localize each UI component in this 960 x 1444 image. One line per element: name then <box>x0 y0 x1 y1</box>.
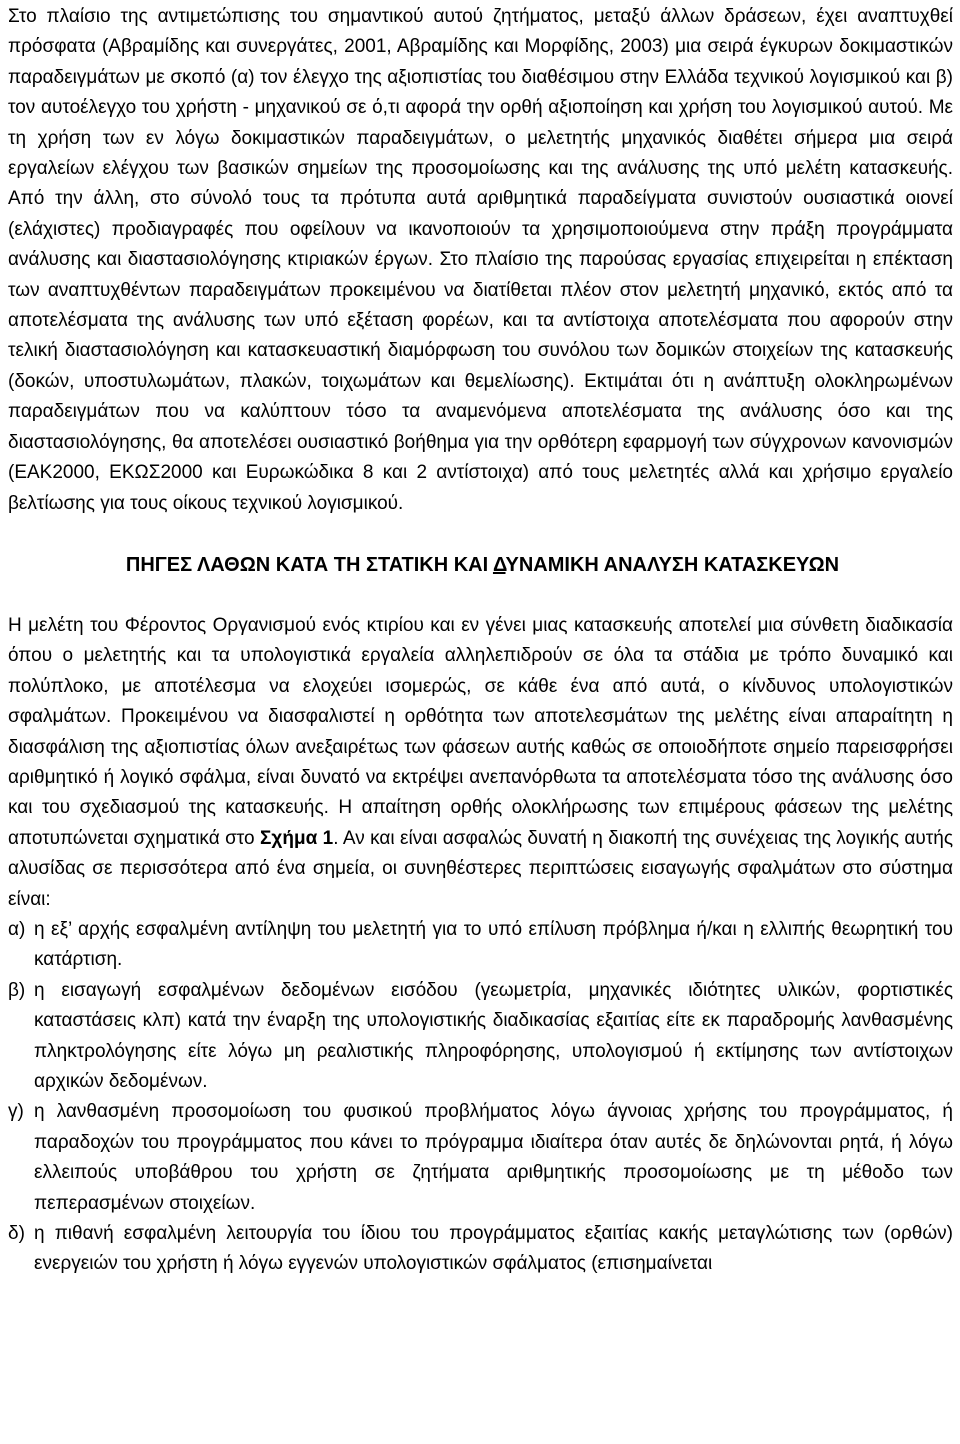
list-item <box>8 976 953 1098</box>
intro-paragraph: Στο πλαίσιο της αντιμετώπισης του σημαντικού αυτού ζητήματος, μεταξύ άλλων δράσεων, έχει αναπτυχθεί πρόσφατα (Αβραμίδης και συνεργάτες, 2001, Αβραμίδης και Μορφίδης, 2003) μια σειρά έγκυρων δοκιμαστικών παραδειγμάτων με σκοπό (α) τον έλεγχο της αξιοπιστίας του διαθέσιμου στην Ελλάδα τεχνικού λογισμικού και β) τον αυτοέλεγχο του χρήστη - μηχανικού σε ό,τι αφορά την ορθή αξιοποίηση και χρήση του λογισμικού αυτού. Με τη χρήση των εν λόγω δοκιμαστικών παραδειγμάτων, ο μελετητής μηχανικός διαθέτει σήμερα μια σειρά εργαλείων ελέγχου των βασικών σημείων της προσομοίωσης και της ανάλυσης της υπό μελέτη κατασκευής. Από την άλλη, στο σύνολό τους τα πρότυπα αυτά αριθμητικά παραδείγματα συνιστούν ουσιαστικά οιονεί (ελάχιστες) προδιαγραφές που οφείλουν να ικανοποιούν τα χρησιμοποιούμενα στην πράξη προγράμματα ανάλυσης και διαστασιολόγησης κτιριακών έργων. Στο πλαίσιο της παρούσας εργασίας επιχειρείται η επέκταση των αναπτυχθέντων παραδειγμάτων προκειμένου να διατίθεται πλέον στον μελετητή μηχανικό, εκτός από τα αποτελέσματα της ανάλυσης των υπό εξέταση φορέων, και τα αντίστοιχα αποτελέσματα που αφορούν στην τελική διαστασιολόγηση και κατασκευαστική διαμόρφωση του συνόλου των δομικών στοιχείων της κατασκευής (δοκών, υποστυλωμάτων, πλακών, τοιχωμάτων και θεμελίωσης). Εκτιμάται ότι η ανάπτυξη ολοκληρωμένων παραδειγμάτων που να καλύπτουν τόσο τα αναμενόμενα αποτελέσματα της ανάλυσης όσο και της διαστασιολόγησης, θα αποτελέσει ουσιαστικό βοήθημα για την ορθότερη εφαρμογή των σύγχρονων κανονισμών (ΕΑΚ2000, ΕΚΩΣ2000 και Ευρωκώδικα 8 και 2 αντίστοιχα) από τους μελετητές αλλά και χρήσιμο εργαλείο βελτίωσης για τους οίκους τεχνικού λογισμικού. <box>8 6 953 514</box>
error-sources-list <box>8 915 953 1280</box>
heading-text-start: ΠΗΓΕΣ ΛΑΘΩΝ ΚΑΤΑ ΤΗ ΣΤΑΤΙΚΗ ΚΑΙ <box>125 553 493 576</box>
heading-text-end: ΥΝΑΜΙΚΗ ΑΝΑΛΥΣΗ ΚΑΤΑΣΚΕΥΩΝ <box>505 553 840 576</box>
list-item-text: η λανθασμένη προσομοίωση του φυσικού προβλήματος λόγω άγνοιας χρήσης του προγράμματος, ή παραδοχών του προγράμματος που κάνει το πρόγραμμα ιδιαίτερα όταν αυτές δε δηλώνονται ρητά, ή λόγω ελλειπούς υποβάθρου του χρήστη σε ζητήματα αριθμητικής προσομοίωσης με τη μέθοδο των πεπερασμένων στοιχείων. <box>34 1101 953 1214</box>
document-page <box>8 2 953 1280</box>
list-marker: β) <box>8 979 26 1001</box>
list-marker: γ) <box>8 1101 24 1123</box>
list-item <box>8 1219 953 1280</box>
body-paragraph <box>8 611 953 915</box>
list-item-text: η πιθανή εσφαλμένη λειτουργία του ίδιου του προγράμματος εξαιτίας κακής μεταγλώτισης των (ορθών) ενεργειών του χρήστη ή λόγω εγγενών υπολογιστικών σφάλματος (επισημαίνεται <box>34 1223 953 1275</box>
body-paragraph-text-end: . Αν και είναι ασφαλώς δυνατή η διακοπή της συνέχειας της λογικής αυτής αλυσίδας σε περισσότερα από ένα σημεία, οι συνηθέστερες περιπτώσεις εισαγωγής σφαλμάτων στο σύστημα είναι: <box>8 827 953 910</box>
body-paragraph-text: Η μελέτη του Φέροντος Οργανισμού ενός κτιρίου και εν γένει μιας κατασκευής αποτελεί μια σύνθετη διαδικασία όπου ο μελετητής και τα υπολογιστικά εργαλεία αλληλεπιδρούν σε όλα τα στάδια με τρόπο δυναμικό και πολύπλοκο, με αποτέλεσμα να ελοχεύει ισομερώς, σε κάθε ένα από αυτά, ο κίνδυνος υπολογιστικών σφαλμάτων. Προκειμένου να διασφαλιστεί η ορθότητα των αποτελεσμάτων της μελέτης είναι απαραίτητη η διασφάλιση της αξιοπιστίας όλων ανεξαιρέτως των φάσεων αυτής καθώς σε οποιοδήποτε σημείο παρεισφρήσει αριθμητικό ή λογικό σφάλμα, είναι δυνατό να εκτρέψει ανεπανόρθωτα τα αποτελέσματα τόσο της ανάλυσης όσο και του σχεδιασμού της κατασκευής. Η απαίτηση ορθής ολοκλήρωσης των επιμέρους φάσεων της μελέτης αποτυπώνεται σχηματικά στο <box>8 614 953 849</box>
section-heading <box>8 550 953 580</box>
heading-underlined-letter: Δ <box>492 553 506 576</box>
list-item-text: η εξ’ αρχής εσφαλμένη αντίληψη του μελετητή για το υπό επίλυση πρόβλημα ή/και η ελλιπής θεωρητική του κατάρτιση. <box>34 918 953 971</box>
list-marker: α) <box>8 918 26 940</box>
figure-reference: Σχήμα 1 <box>260 827 334 849</box>
list-item <box>8 1097 953 1219</box>
list-item-text: η εισαγωγή εσφαλμένων δεδομένων εισόδου (γεωμετρία, μηχανικές ιδιότητες υλικών, φορτιστικές καταστάσεις κλπ) κατά την έναρξη της υπολογιστικής διαδικασίας εξαιτίας είτε εκ παραδρομής λανθασμένης πληκτρολόγησης είτε λόγω μη ρεαλιστικής πληροφόρησης, υπολογισμού ή εκτίμησης των αντίστοιχων αρχικών δεδομένων. <box>34 979 953 1092</box>
list-marker: δ) <box>8 1223 25 1245</box>
list-item <box>8 915 953 976</box>
